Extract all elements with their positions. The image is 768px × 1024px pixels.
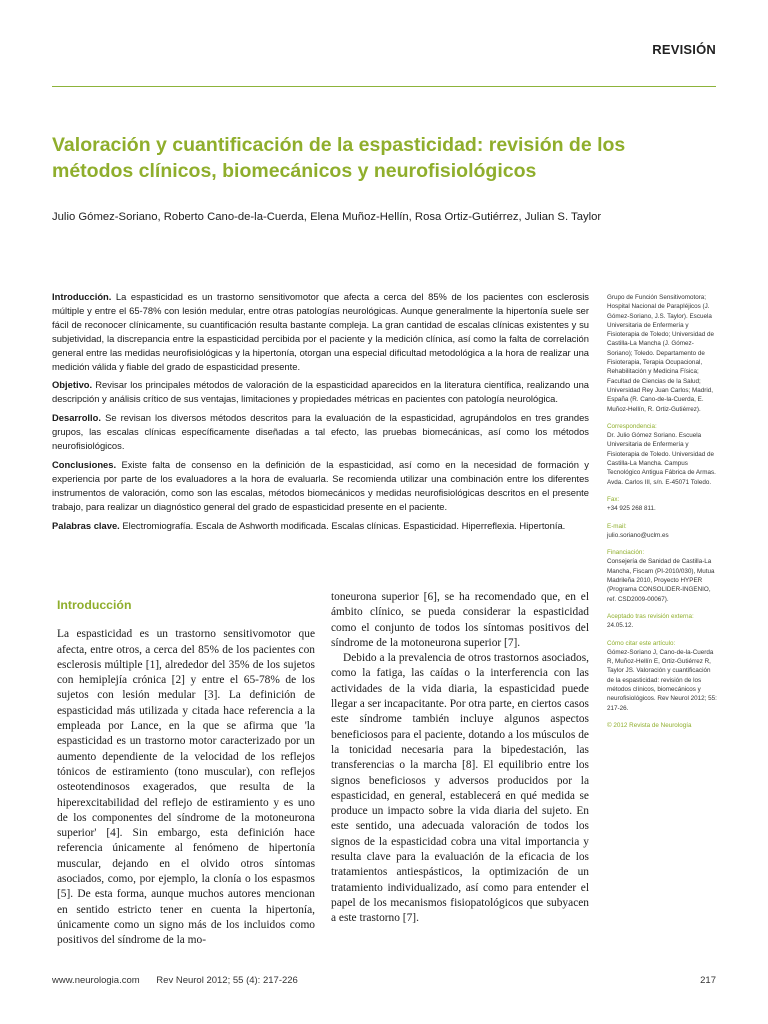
abstract-label: Introducción.: [52, 291, 112, 302]
section-label: REVISIÓN: [652, 42, 716, 57]
header-rule: [52, 86, 716, 87]
body-column-right: [331, 590, 589, 927]
body-paragraph: toneurona superior [6], se ha recomendado que, en el ámbito clínico, se pueda considerar la espasticidad como el conjunto de todos los síntomas positivos del síndrome de la motoneurona superior [7].: [331, 591, 589, 649]
article-title: Valoración y cuantificación de la espasticidad: revisión de los métodos clínicos, biomecánicos y neurofisiológicos: [52, 134, 626, 182]
article-authors: Julio Gómez-Soriano, Roberto Cano-de-la-Cuerda, Elena Muñoz-Hellín, Rosa Ortiz-Gutiérrez, Julian S. Taylor: [52, 211, 602, 223]
abstract-development: [52, 411, 589, 453]
fax-number: +34 925 268 811.: [607, 505, 656, 513]
accepted-label: Aceptado tras revisión externa:: [607, 612, 694, 620]
accepted-block: [607, 612, 719, 631]
body-paragraph: La espasticidad es un trastorno sensitivomotor que afecta, entre otros, a cerca del 85% de los pacientes con esclerosis múltiple [1], alrededor del 35% de los sujetos con hemiplejía crónica [2] y entre el 65-78% de los sujetos con lesión medular [3]. La definición de espasticidad más utilizada y citada hace referencia a la empleada por Lance, en la que se afirma que 'la espasticidad es un trastorno motor caracterizado por un aumento dependiente de la velocidad de los reflejos tónicos de estiramiento (tono muscular), con reflejos osteotendinosos exagerados, que resulta de la hiperexcitabilidad del reflejo de estiramiento y es uno de los componentes del síndrome de la motoneurona superior' [4]. Sin embargo, esta definición hace referencia únicamente al fenómeno de hipertonía muscular, dejando en el olvido otros síntomas asociados, como, por ejemplo, la clonía o los espasmos [5]. De esta forma, aunque muchos autores mencionan en sentido estricto tener en cuenta la hipertonía, únicamente como un signo más de los incluidos como positivos del síndrome de la mo-: [57, 628, 315, 947]
abstract-label: Palabras clave.: [52, 519, 120, 531]
fax-label: Fax:: [607, 495, 620, 503]
email-block: [607, 522, 719, 541]
fax-block: [607, 495, 719, 514]
email-address[interactable]: julio.soriano@uclm.es: [607, 531, 669, 539]
abstract-text: La espasticidad es un trastorno sensitivomotor que afecta a cerca del 85% de los pacientes con esclerosis múltiple y entre el 65-78% con lesión medular, entre otras patologías neurológicas. Aunque generalmente la hipertonía suele ser fácil de reconocer clínicamente, su cuantificación resulta bastante compleja. La gran cantidad de escalas clínicas existentes y su subjetividad, la discrepancia entre la espasticidad percibida por el paciente y la medición clínica, así como la falta de correlación general entre las medidas neurofisiológicas y la hipertonía, otorgan una especial dificultad metodológica a la hora de realizar una medición válida y fiable del grado de espasticidad presente.: [52, 291, 589, 372]
copyright: © 2012 Revista de Neurología: [607, 721, 692, 729]
abstract-text: Electromiografía. Escala de Ashworth modificada. Escalas clínicas. Espasticidad. Hiperreflexia. Hipertonía.: [119, 519, 566, 531]
accepted-date: 24.05.12.: [607, 622, 634, 630]
abstract-keywords: [52, 519, 589, 533]
abstract-introduction: [52, 290, 589, 373]
abstract-label: Objetivo.: [52, 379, 93, 391]
section-heading: Introducción: [57, 598, 132, 612]
correspondence-block: [607, 422, 719, 487]
cite-label: Cómo citar este artículo:: [607, 639, 676, 647]
abstract-label: Desarrollo.: [52, 412, 101, 424]
funding-text: Consejería de Sanidad de Castilla-La Mancha, Fiscam (PI-2010/030), Mutua Madrileña 2010, Proyecto HYPER (Programa CONSOLIDER-INGENIO, ref. CSD2009-00067).: [607, 558, 715, 603]
funding-label: Financiación:: [607, 549, 645, 557]
abstract-text: Se revisan los diversos métodos descritos para la evaluación de la espasticidad, agrupándolos en tres grandes grupos, las escalas clínicas específicamente diseñadas a tal efecto, las pruebas biomecánicas, así como los métodos neurofisiológicos.: [52, 412, 589, 452]
body-paragraph: Debido a la prevalencia de otros trastornos asociados, como la fatiga, las caídas o la interferencia con las actividades de la vida diaria, la espasticidad puede llegar a ser incapacitante. Por otra parte, en ciertos casos este síndrome también incluye algunos aspectos beneficiosos para el paciente, dotando a los músculos de la tonicidad necesaria para la bipedestación, las transferencias o la marcha [8]. El equilibrio entre los signos beneficiosos y adversos producidos por la espasticidad, en general, establecerá en qué medida se produce un impacto sobre la vida diaria del sujeto. En este sentido, una adecuada valoración de todos los signos de la espasticidad cobra una vital importancia y resulta clave para la evaluación de la eficacia de los tratamientos antiespásticos, la optimización de un tratamiento individualizado, así como para entender el papel de los mecanismos fisiopatológicos que subyacen a este trastorno [7].: [331, 652, 589, 925]
abstract-label: Conclusiones.: [52, 458, 117, 470]
affiliation: Grupo de Función Sensitivomotora; Hospital Nacional de Parapléjicos (J. Gómez-Soriano, J.S. Taylor). Escuela Universitaria de Enfermería y Fisioterapia de Toledo; Universidad de Castilla-La Mancha (J. Gómez-Soriano); Toledo. Departamento de Fisioterapia, Terapia Ocupacional, Rehabilitación y Medicina Física; Facultad de Ciencias de la Salud; Universidad Rey Juan Carlos; Madrid, España (R. Cano-de-la-Cuerda, E. Muñoz-Hellín, R. Ortiz-Gutiérrez).: [607, 294, 714, 413]
journal-url[interactable]: www.neurologia.com: [52, 975, 140, 986]
journal-citation: Rev Neurol 2012; 55 (4): 217-226: [156, 975, 298, 986]
page-number: 217: [700, 975, 716, 986]
correspondence-text: Dr. Julio Gómez Soriano. Escuela Universitaria de Enfermería y Fisioterapia de Toledo. Universidad de Castilla-La Mancha. Campus Tecnológico Antigua Fábrica de Armas. Avda. Carlos III, s/n. E-45071 Toledo.: [607, 432, 716, 486]
abstract-objective: [52, 378, 589, 406]
cite-text: Gómez-Soriano J, Cano-de-la-Cuerda R, Muñoz-Hellín E, Ortiz-Gutiérrez R, Taylor JS. Valoración y cuantificación de la espasticidad: revisión de los métodos clínicos, biomecánicos y neurofisiológicos. Rev Neurol 2012; 55: 217-26.: [607, 648, 717, 712]
article-sidebar: [607, 293, 719, 738]
abstract-text: Existe falta de consenso en la definición de la espasticidad, así como en la necesidad de formación y experiencia por parte de los evaluadores a la hora de evaluarla. Se recomienda utilizar una combinación entre los diferentes instrumentos de valoración, como son las escalas, métodos biomecánicos y medidas neurofisiológicas descritos en el presente trabajo, para realizar un diagnóstico general del grado de espasticidad presente en el paciente.: [52, 458, 589, 512]
cite-block: [607, 639, 719, 713]
abstract-conclusions: [52, 458, 589, 514]
correspondence-label: Correspondencia:: [607, 422, 657, 430]
page-footer: [52, 975, 298, 986]
email-label: E-mail:: [607, 522, 627, 530]
body-column-left: [57, 590, 315, 949]
funding-block: [607, 548, 719, 604]
abstract-text: Revisar los principales métodos de valoración de la espasticidad aparecidos en la literatura científica, realizando una descripción y análisis crítico de sus ventajas, limitaciones y propiedades métricas en pacientes con patología neurológica.: [52, 379, 589, 405]
abstract: [52, 290, 589, 538]
